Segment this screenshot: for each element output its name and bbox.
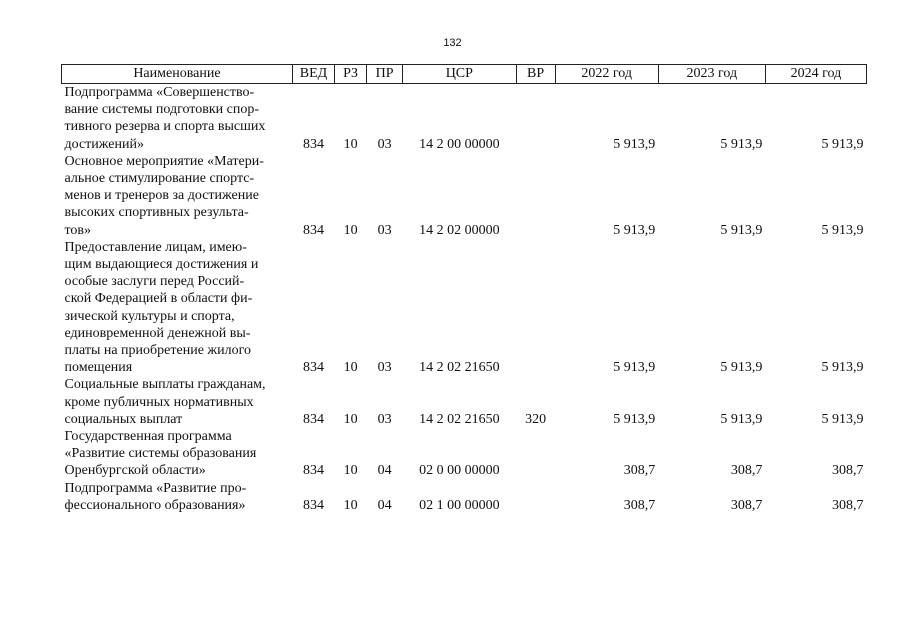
cell-pr: 03 <box>377 136 392 152</box>
name-line: единовременной денежной вы- <box>64 325 251 341</box>
name-line: Государственная программа <box>64 429 232 445</box>
cell-ved: 834 <box>303 360 324 376</box>
name-line: Подпрограмма «Совершенство- <box>64 85 255 100</box>
cell-2023: 308,7 <box>730 497 763 513</box>
cell-2024: 308,7 <box>832 497 864 513</box>
cell-2024: 5 913,9 <box>821 136 864 152</box>
header-ved: ВЕД <box>292 65 334 84</box>
name-line: достижений» <box>64 136 144 152</box>
name-line: менов и тренеров за достижение <box>64 188 259 204</box>
name-line: зической культуры и спорта, <box>64 308 235 324</box>
name-line: щим выдающиеся достижения и <box>64 257 259 273</box>
cell-rz: 10 <box>343 463 358 479</box>
name-line: платы на приобретение жилого <box>64 343 251 359</box>
cell-name <box>62 84 293 153</box>
cell-pr: 04 <box>377 463 392 479</box>
cell-csr: 02 0 00 00000 <box>419 463 500 479</box>
header-rz: РЗ <box>335 65 367 84</box>
table-body <box>62 84 867 515</box>
cell-2023: 308,7 <box>730 463 763 479</box>
cell-csr: 02 1 00 00000 <box>419 497 500 513</box>
cell-csr: 14 2 02 21650 <box>419 411 500 427</box>
name-line: кроме публичных нормативных <box>64 394 254 410</box>
cell-pr: 03 <box>377 411 392 427</box>
cell-ved: 834 <box>303 136 324 152</box>
name-line: высоких спортивных результа- <box>64 205 249 221</box>
cell-2022: 5 913,9 <box>613 136 656 152</box>
cell-rz: 10 <box>343 360 358 376</box>
cell-rz: 10 <box>343 497 358 513</box>
cell-rz: 10 <box>343 222 358 238</box>
name-line: фессионального образования» <box>64 497 246 513</box>
cell-2022: 5 913,9 <box>613 411 656 427</box>
cell-2024: 5 913,9 <box>821 411 864 427</box>
cell-csr: 14 2 02 21650 <box>419 360 500 376</box>
page-number: 132 <box>443 37 462 49</box>
cell-2023: 5 913,9 <box>720 360 763 376</box>
cell-rz: 10 <box>343 136 358 152</box>
name-line: Основное мероприятие «Матери- <box>64 153 264 169</box>
name-line: ской Федерацией в области фи- <box>64 291 253 307</box>
cell-2024: 308,7 <box>832 463 864 479</box>
header-name: Наименование <box>62 65 293 84</box>
cell-ved: 834 <box>303 497 324 513</box>
header-pr: ПР <box>367 65 403 84</box>
cell-vr <box>516 84 555 153</box>
name-line: социальных выплат <box>64 411 183 427</box>
cell-2023: 5 913,9 <box>720 411 763 427</box>
cell-ved: 834 <box>303 411 324 427</box>
table-header-row <box>62 65 867 84</box>
cell-vr <box>516 428 555 480</box>
header-2023: 2023 год <box>658 65 765 84</box>
cell-ved: 834 <box>303 463 324 479</box>
table-row <box>62 428 867 480</box>
cell-vr <box>516 239 555 377</box>
name-line: Оренбургской области» <box>64 463 206 479</box>
cell-vr <box>516 153 555 239</box>
name-line: Подпрограмма «Развитие про- <box>64 480 247 496</box>
cell-2024: 5 913,9 <box>821 222 864 238</box>
cell-name <box>62 428 293 480</box>
table-row <box>62 376 867 428</box>
table-row <box>62 480 867 514</box>
header-vr: ВР <box>516 65 555 84</box>
header-2022: 2022 год <box>555 65 658 84</box>
cell-2024: 5 913,9 <box>821 360 864 376</box>
cell-rz: 10 <box>343 411 358 427</box>
cell-csr: 14 2 00 00000 <box>419 136 500 152</box>
cell-2023: 5 913,9 <box>720 222 763 238</box>
cell-csr: 14 2 02 00000 <box>419 222 500 238</box>
cell-2022: 308,7 <box>623 463 656 479</box>
table-row <box>62 239 867 377</box>
cell-name <box>62 239 293 377</box>
name-line: особые заслуги перед Россий- <box>64 274 245 290</box>
table-row <box>62 153 867 239</box>
name-line: «Развитие системы образования <box>64 446 257 462</box>
name-line: Социальные выплаты гражданам, <box>64 377 266 393</box>
name-line: альное стимулирование спортс- <box>64 171 255 187</box>
cell-2023: 5 913,9 <box>720 136 763 152</box>
name-line: тивного резерва и спорта высших <box>64 119 266 135</box>
header-2024: 2024 год <box>765 65 866 84</box>
cell-pr: 03 <box>377 222 392 238</box>
cell-ved: 834 <box>303 222 324 238</box>
cell-name <box>62 376 293 428</box>
table-row <box>62 84 867 153</box>
cell-2022: 308,7 <box>623 497 656 513</box>
cell-vr <box>516 480 555 514</box>
cell-name <box>62 153 293 239</box>
cell-2022: 5 913,9 <box>613 360 656 376</box>
cell-pr: 04 <box>377 497 392 513</box>
cell-pr: 03 <box>377 360 392 376</box>
header-csr: ЦСР <box>403 65 516 84</box>
name-line: Предоставление лицам, имею- <box>64 239 247 255</box>
name-line: тов» <box>64 222 92 238</box>
name-line: помещения <box>64 360 133 376</box>
cell-name <box>62 480 293 514</box>
cell-vr: 320 <box>525 411 547 427</box>
name-line: вание системы подготовки спор- <box>64 102 259 118</box>
budget-table <box>61 64 867 514</box>
cell-2022: 5 913,9 <box>613 222 656 238</box>
